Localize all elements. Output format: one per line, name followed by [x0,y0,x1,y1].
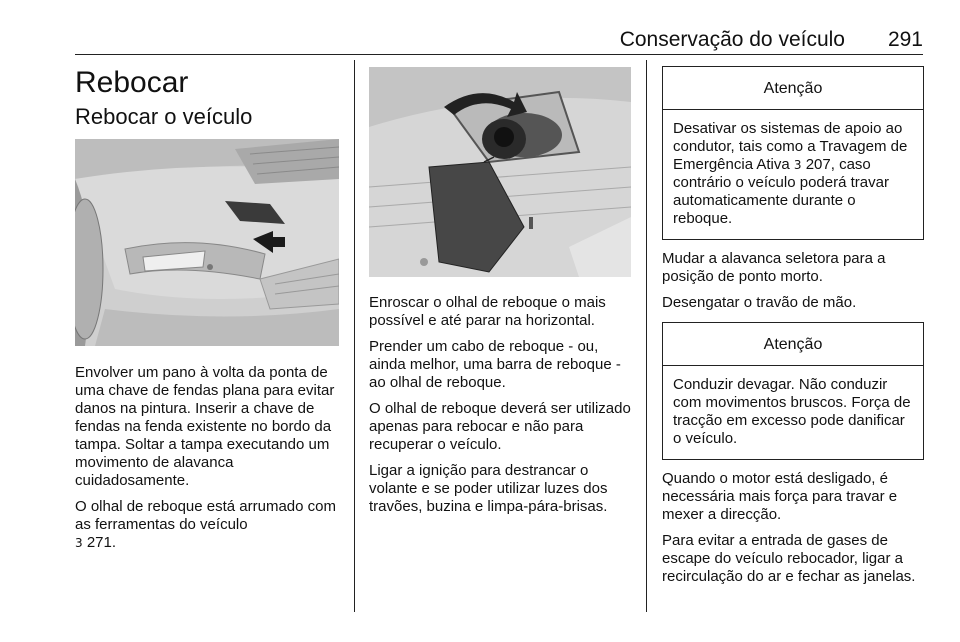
ignition-paragraph: Ligar a ignição para destrancar o volante e se poder utilizar luzes dos travões, buzina e limpa-pára-brisas. [369,462,608,515]
figure-towing-eye [369,67,631,277]
column-middle-text [369,294,631,516]
notice-box-assist-systems [662,66,924,240]
notice-body: Conduzir devagar. Não conduzir com movimentos bruscos. Força de tracção em excesso pode danificar o veículo. [673,376,911,447]
notice-body [663,110,923,239]
eye-usage-paragraph: O olhal de reboque deverá ser utilizado apenas para rebocar e não para recuperar o veículo. [369,400,631,453]
bumper-cover-illustration [75,139,339,346]
header-rule [75,54,923,55]
notice-box-drive-slowly [662,322,924,460]
column-left-text [75,364,339,552]
toolkit-ref-page: 271. [86,534,117,551]
notice-title: Atenção [663,323,923,366]
toolkit-text: O olhal de reboque está arrumado com as ferramentas do veículo [75,498,336,533]
handbrake-paragraph: Desengatar o travão de mão. [662,294,857,311]
recirculation-paragraph: Para evitar a entrada de gases de escape do veículo rebocador, ligar a recirculação do ar e fechar as janelas. [662,532,916,585]
notice-ref-page: 207 [805,156,831,173]
engine-off-paragraph: Quando o motor está desligado, é necessária mais força para travar e mexer a direcção. [662,470,898,523]
figure-bumper-cover [75,139,339,346]
attach-cable-paragraph: Prender um cabo de reboque - ou, ainda melhor, uma barra de reboque - ao olhal de reboque. [369,338,621,391]
section-title: Conservação do veículo [619,28,845,51]
notice-text-after: , caso contrário o veículo poderá travar automaticamente durante o reboque. [673,156,889,227]
sub-heading: Rebocar o veículo [75,104,253,129]
main-heading: Rebocar [75,66,189,99]
page-reference-icon: 3 [793,158,802,172]
page-header [75,28,923,54]
column-divider-left [354,60,355,612]
instruction-paragraph: Envolver um pano à volta da ponta de uma chave de fendas plana para evitar danos na pintura. Inserir a chave de fendas na fenda existente no bordo da tampa. Soltar a tampa executando um movimento de alavanca cuidadosamente. [75,364,335,489]
notice-title: Atenção [663,67,923,110]
column-right [662,66,924,586]
column-left [75,60,339,130]
column-divider-right [646,60,647,612]
notice-text: Desativar os sistemas de apoio ao condutor, tais como a Travagem de Emergência Ativa [673,120,908,173]
towing-eye-illustration [369,67,631,277]
selector-lever-paragraph: Mudar a alavanca seletora para a posição de ponto morto. [662,250,886,285]
page-number: 291 [887,28,923,51]
screw-eye-paragraph: Enroscar o olhal de reboque o mais possível e até parar na horizontal. [369,294,606,329]
toolkit-paragraph [75,498,339,552]
page-reference-icon: 3 [75,536,83,550]
